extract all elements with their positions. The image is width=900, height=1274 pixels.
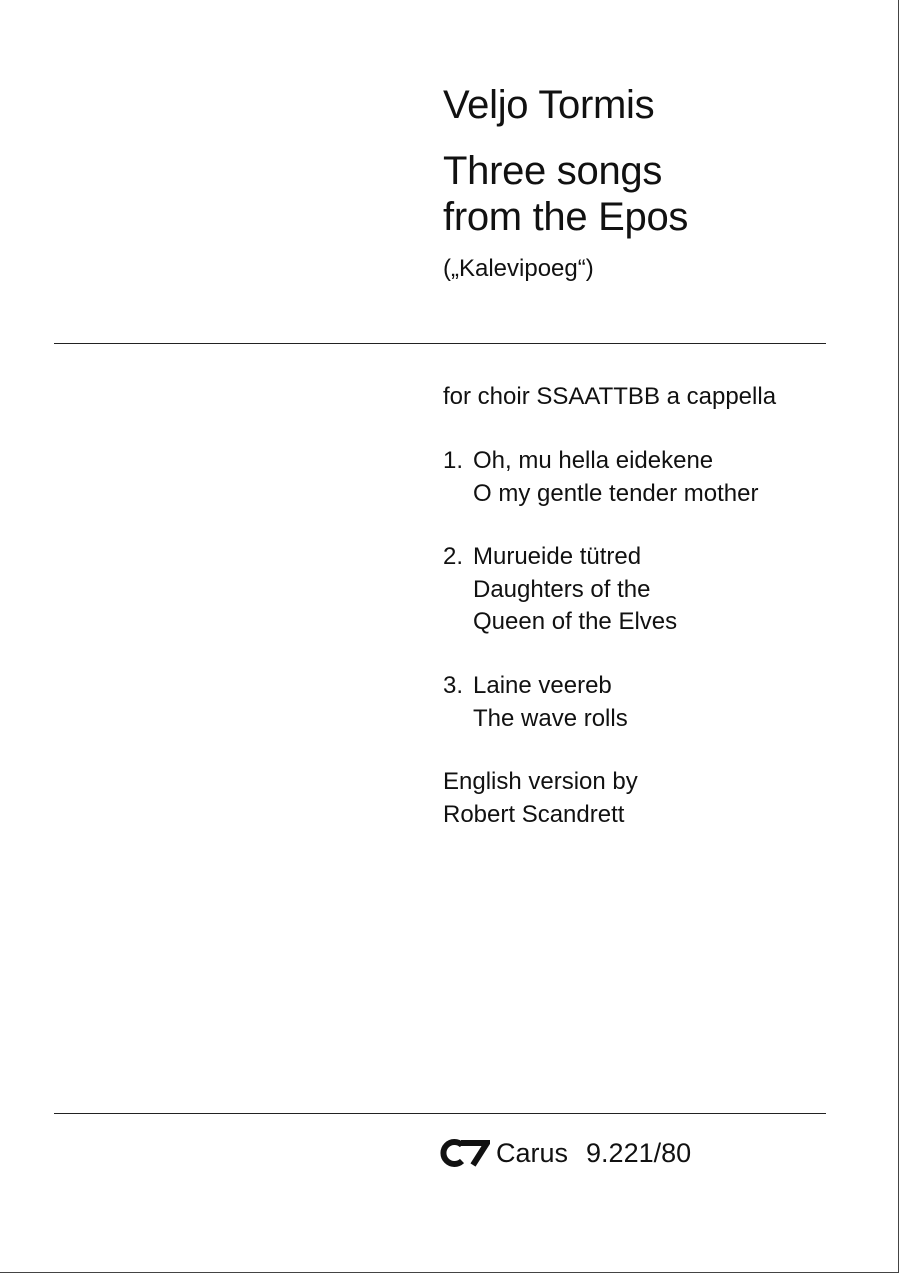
movement-2-translation-line-2 (443, 606, 863, 639)
movement-1-translation-1: O my gentle tender mother (473, 479, 759, 507)
movement-2-translation-2: Queen of the Elves (473, 608, 678, 635)
work-title (443, 148, 863, 240)
movement-1-title: Oh, mu hella eidekene (473, 447, 714, 474)
movement-1-title-line (443, 445, 863, 478)
carus-logo-icon (440, 1137, 490, 1169)
movement-2-title: Murueide tütred (473, 543, 642, 570)
publisher-name: Carus (496, 1137, 569, 1168)
movement-2-translation-1: Daughters of the (473, 575, 651, 603)
bottom-divider (54, 1113, 826, 1114)
movement-2-translation-line-1 (443, 574, 863, 607)
credit-line-2: Robert Scandrett (443, 800, 625, 828)
movement-1-translation-line (443, 478, 863, 511)
movement-2-title-line (443, 541, 863, 574)
work-subtitle: („Kalevipoeg“) (443, 255, 594, 282)
catalog-number: 9.221/80 (586, 1137, 692, 1168)
movement-3-title: Laine veereb (473, 672, 612, 699)
translation-credit (443, 766, 863, 831)
movement-2 (443, 541, 863, 639)
work-title-line-1: Three songs (443, 149, 663, 193)
movement-3-number: 3. (443, 672, 464, 699)
movement-3-translation-1: The wave rolls (473, 704, 628, 732)
credit-line-1: English version by (443, 768, 638, 795)
top-divider (54, 343, 826, 344)
movement-3-title-line (443, 670, 863, 703)
movement-3 (443, 670, 863, 735)
scoring-note: for choir SSAATTBB a cappella (443, 383, 777, 410)
movement-1 (443, 445, 863, 510)
movement-2-number: 2. (443, 543, 464, 570)
composer-name: Veljo Tormis (443, 83, 655, 127)
work-title-line-2: from the Epos (443, 195, 689, 239)
movement-1-number: 1. (443, 447, 464, 474)
publisher-footer (440, 1133, 691, 1173)
movement-3-translation-line (443, 703, 863, 736)
